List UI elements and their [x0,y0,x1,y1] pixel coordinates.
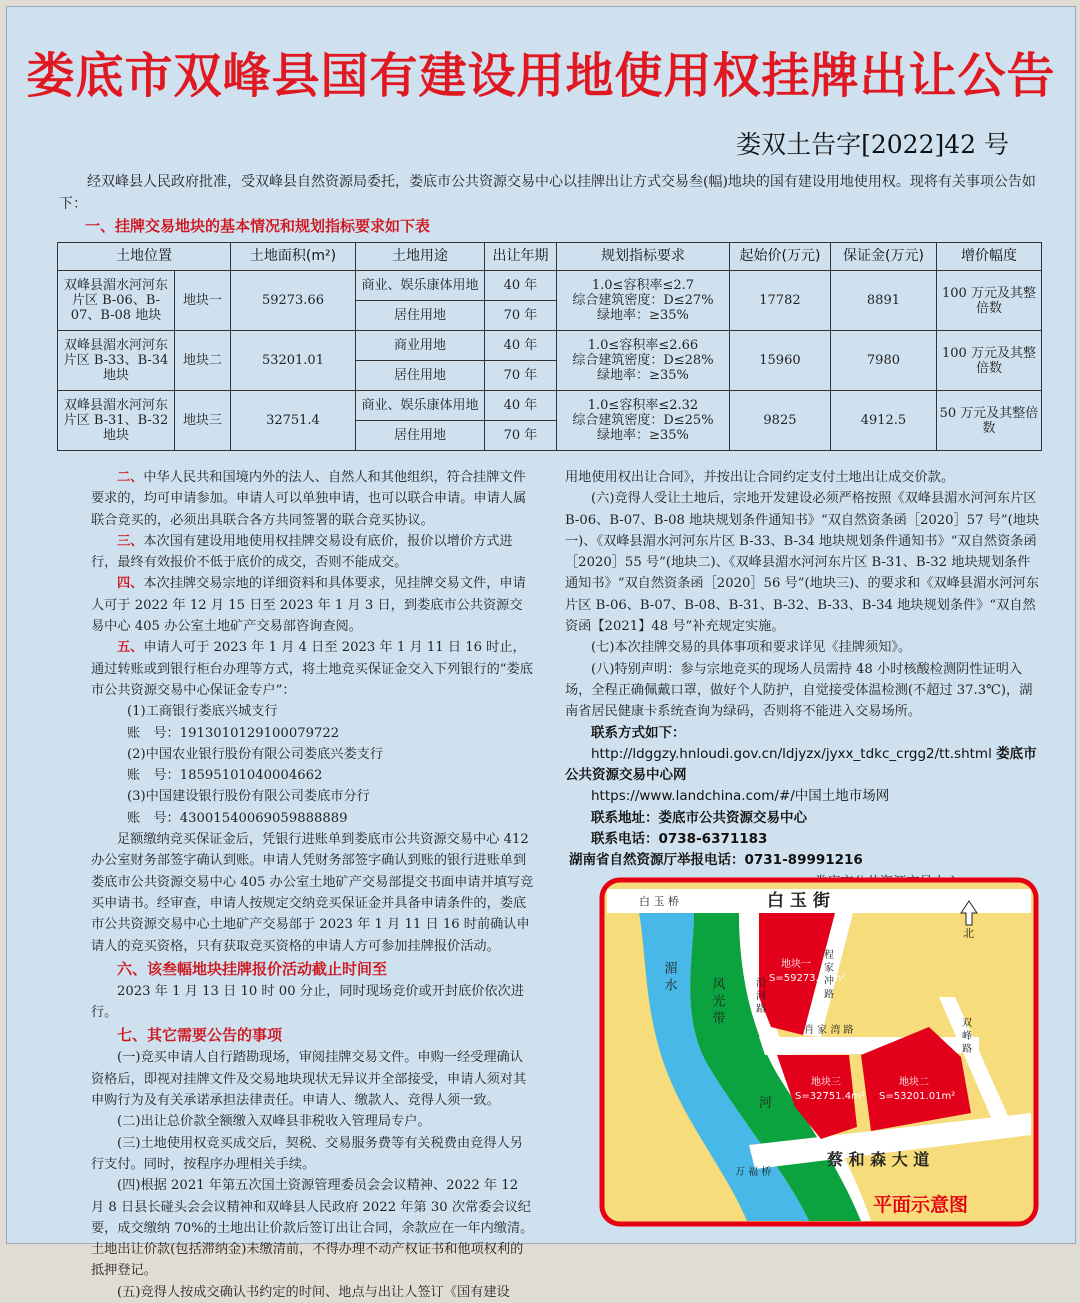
cell-use: 居住用地 [355,421,484,451]
cell-term: 70 年 [484,361,556,391]
item-4: (四)根据 2021 年第五次国土资源管理委员会会议精神、2022 年 12 月 8 日县长碰头会会议精神和双峰县人民政府 2022 年第 30 次常委会议纪要，成交缴纳 70%的土地出让价款后签订出让合同，余款应在一年内缴清。土地出让价款(包括滞纳金)未缴清前，不得办理不动产权证书和他项权利的抵押登记。 [91,1178,534,1279]
cell-area: 32751.4 [230,391,355,451]
label-xiaojiawan-road: 肖 家 湾 路 [804,1025,854,1036]
table-header-row [58,243,1042,271]
item-2: (二)出让总价款全额缴入双峰县非税收入管理局专户。 [117,1114,431,1130]
account-3: 账 号：43001540069059888889 [127,810,348,826]
section5-continuation: 足额缴纳竞买保证金后，凭银行进账单到娄底市公共资源交易中心 412 办公室财务部签字确认到账。申请人凭财务部签字确认到账的银行进账单到娄底市公共资源交易中心 405 办公室土地矿产交易部提交书面申请并填写竞买申请书。经审查，申请人按规定交纳竞买保证金并具备申请条件的，娄底市公共资源交易中心土地矿产交易部于 2023 年 1 月 11 日 16 时前确认申请人的竞买资格，只有获取竞买资格的申请人方可参加挂牌报价活动。 [91,832,534,954]
cell-deposit: 7980 [830,331,936,391]
table-header: 增价幅度 [936,243,1041,271]
cell-area: 53201.01 [230,331,355,391]
table-header: 起始价(万元) [729,243,830,271]
contact-url-1 [565,744,1041,787]
contact-title: 联系方式如下： [591,724,686,741]
site-map [599,877,1039,1227]
page-title: 娄底市双峰县国有建设用地使用权挂牌出让公告 [26,48,1056,104]
cell-price: 17782 [729,271,830,331]
cell-term: 40 年 [484,391,556,421]
section6-title: 六、该叁幅地块挂牌报价活动截止时间至 [117,959,388,978]
cell-use: 商业、娱乐康体用地 [355,391,484,421]
table-header: 规划指标要求 [556,243,729,271]
section3-head: 三、 [117,533,144,549]
url-link-1[interactable]: http://ldggzy.hnloudi.gov.cn/ldjyzx/jyxx_tdkc_crgg2/tt.shtml [591,745,992,762]
index-green: 绿地率：≥35% [597,308,689,323]
cell-parcel: 地块二 [175,331,231,391]
label-river-2: 河 [759,1096,773,1111]
item-5-continuation: 用地使用权出让合同》，并按出让合同约定支付土地出让成交价款。 [565,470,955,485]
cell-increment: 100 万元及其整倍数 [936,271,1041,331]
url-1-label: 娄底市公共资源交易中心网 [565,745,1037,784]
section4-head: 四、 [117,576,144,592]
cell-term: 40 年 [484,331,556,361]
contact-url-2[interactable]: https://www.landchina.com/#/中国土地市场网 [591,788,890,805]
cell-deposit: 4912.5 [830,391,936,451]
table-header: 保证金(万元) [830,243,936,271]
section7-title: 七、其它需要公告的事项 [117,1026,283,1045]
label-green-belt: 风 光 带 [709,977,725,1025]
table-header: 出让年期 [484,243,556,271]
left-column [91,467,535,1303]
account-2: 账 号：18595101040004662 [127,768,323,784]
announcement-sheet [6,6,1076,1300]
index-density: 综合建筑密度：D≤27% [572,293,714,308]
table-header: 土地用途 [355,243,484,271]
cell-indices [556,271,729,331]
document-number: 娄双土告字[2022]42 号 [736,130,1009,159]
cell-area: 59273.66 [230,271,355,331]
cell-term: 70 年 [484,421,556,451]
section3-text: 本次国有建设用地使用权挂牌交易设有底价，报价以增价方式进行，最终有效报价不低于底价的成交，否则不能成交。 [91,533,513,571]
cell-location: 双峰县湄水河河东片区 B-06、B-07、B-08 地块 [58,271,175,331]
account-1: 账 号：1913010129100079722 [127,725,340,741]
cell-use: 商业用地 [355,331,484,361]
cell-increment: 100 万元及其整倍数 [936,331,1041,391]
intro-paragraph: 经双峰县人民政府批准，受双峰县自然资源局委托，娄底市公共资源交易中心以挂牌出让方式交易叁(幅)地块的国有建设用地使用权。现将有关事项公告如下： [59,174,1036,212]
table-header: 土地面积(m²) [230,243,355,271]
label-baiyu-street: 白 玉 街 [767,891,830,911]
cell-parcel: 地块三 [175,391,231,451]
item-6: (六)竞得人受让土地后，宗地开发建设必须严格按照《双峰县湄水河河东片区 B-06、B-07、B-08 地块规划条件通知书》“双自然资条函［2020］57 号”(地块一)、《双峰县湄水河河东片区 B-33、B-34 地块规划条件通知书》“双自然资条函［2020］55 号”(地块二)、《双峰县湄水河河东片区 B-31、B-32 地块规划条件通知书》“双自然资条函［2020］56 号”(地块三)、的要求和《双峰县湄水河河东片区 B-06、B-07、B-08、B-31、B-32、B-33、B-34 地块规划条件》“双自然资函【2021】48 号”补充规定实施。 [565,491,1040,635]
label-north: 北 [963,927,974,940]
item-3: (三)土地使用权竞买成交后，契税、交易服务费等有关税费由竞得人另行支付。同时，按程序办理相关手续。 [91,1135,523,1172]
label-shuangfeng-road: 双 峰 路 [959,1017,971,1054]
section1-title: 一、挂牌交易地块的基本情况和规划指标要求如下表 [85,217,431,235]
label-parcel-3: 地块三 [811,1077,841,1088]
section5-paragraph [91,637,535,701]
label-parcel-1-area: S=59273.66m² [769,973,846,984]
cell-increment: 50 万元及其整倍数 [936,391,1041,451]
label-parcel-2: 地块二 [899,1077,929,1088]
cell-use: 商业、娱乐康体用地 [355,271,484,301]
item-7: (七)本次挂牌交易的具体事项和要求详见《挂牌须知》。 [591,640,912,656]
map-caption: 平面示意图 [873,1194,969,1216]
index-green: 绿地率：≥35% [597,428,689,443]
index-far: 1.0≤容积率≤2.32 [587,398,699,413]
section6-text: 2023 年 1 月 13 日 10 时 00 分止，同时现场竞价或开封底价依次进行。 [91,983,524,1021]
cell-term: 70 年 [484,301,556,331]
cell-indices [556,391,729,451]
cell-location: 双峰县湄水河河东片区 B-33、B-34 地块 [58,331,175,391]
section3-paragraph [91,531,535,574]
cell-parcel: 地块一 [175,271,231,331]
report-phone: 湖南省自然资源厅举报电话：0731-89991216 [569,852,863,869]
index-density: 综合建筑密度：D≤28% [572,353,714,368]
cell-deposit: 8891 [830,271,936,331]
cell-use: 居住用地 [355,301,484,331]
label-riverside-road: 沿 河 路 [753,977,765,1014]
bank-1: (1)工商银行娄底兴城支行 [127,704,278,720]
section5-head: 五、 [117,640,144,656]
bank-2: (2)中国农业银行股份有限公司娄底兴娄支行 [127,746,384,762]
table-row [58,391,1042,421]
item-5: (五)竞得人按成交确认书约定的时间、地点与出让人签订《国有建设 [117,1284,510,1300]
label-caihesen-avenue: 蔡 和 森 大 道 [827,1150,930,1169]
index-density: 综合建筑密度：D≤25% [572,413,714,428]
label-parcel-3-area: S=32751.4m² [795,1091,865,1102]
label-chengjiachong-road: 程 家 冲 路 [821,949,833,999]
label-parcel-1: 地块一 [781,959,811,970]
contact-address: 联系地址：娄底市公共资源交易中心 [591,809,807,826]
label-baiyu-bridge: 白 玉 桥 [639,895,679,908]
right-column [565,467,1041,914]
label-river: 湄 水 [661,961,677,992]
section4-text: 本次挂牌交易宗地的详细资料和具体要求，见挂牌交易文件，申请人可于 2022 年 12 月 15 日至 2023 年 1 月 3 日，到娄底市公共资源交易中心 405 办公室土地矿产交易部咨询查阅。 [91,576,526,635]
cell-term: 40 年 [484,271,556,301]
table-header: 土地位置 [58,243,231,271]
index-far: 1.0≤容积率≤2.7 [591,278,695,293]
section5-text: 申请人可于 2023 年 1 月 4 日至 2023 年 1 月 11 日 16 时止，通过转账或到银行柜台办理等方式，将土地竞买保证金交入下列银行的“娄底市公共资源交易中心保证金专户”： [91,640,533,698]
cell-use: 居住用地 [355,361,484,391]
table-row [58,271,1042,301]
cell-price: 9825 [729,391,830,451]
section4-paragraph [91,573,535,637]
label-wanfu-bridge: 万 福 桥 [735,1167,772,1178]
index-far: 1.0≤容积率≤2.66 [587,338,699,353]
label-parcel-2-area: S=53201.01m² [879,1091,956,1102]
section2-text: 中华人民共和国境内外的法人、自然人和其他组织，符合挂牌文件要求的，均可申请参加。申请人可以单独申请，也可以联合申请。申请人属联合竞买的，必须出具联合各方共同签署的联合竞买协议。 [91,470,527,528]
item-1: (一)竞买申请人自行踏勘现场，审阅挂牌交易文件。申购一经受理确认资格后，即视对挂牌文件及交易地块现状无异议并全部接受，申请人须对其申购行为及有关承诺承担法律责任。申请人、缴款人、竞得人须一致。 [91,1050,527,1109]
cell-price: 15960 [729,331,830,391]
section2-head: 二、 [117,470,144,485]
cell-location: 双峰县湄水河河东片区 B-31、B-32 地块 [58,391,175,451]
bank-3: (3)中国建设银行股份有限公司娄底市分行 [127,789,370,805]
item-8: (八)特别声明：参与宗地竞买的现场人员需持 48 小时核酸检测阴性证明入场，全程正确佩戴口罩，做好个人防护，自觉接受体温检测(不超过 37.3℃)，湖南省居民健康卡系统查询为绿码，否则将不能进入交易场所。 [565,661,1033,720]
contact-phone: 联系电话：0738-6371183 [591,831,768,848]
index-green: 绿地率：≥35% [597,368,689,383]
cell-indices [556,331,729,391]
section2-paragraph [91,467,535,531]
table-row [58,331,1042,361]
land-table [57,242,1042,451]
